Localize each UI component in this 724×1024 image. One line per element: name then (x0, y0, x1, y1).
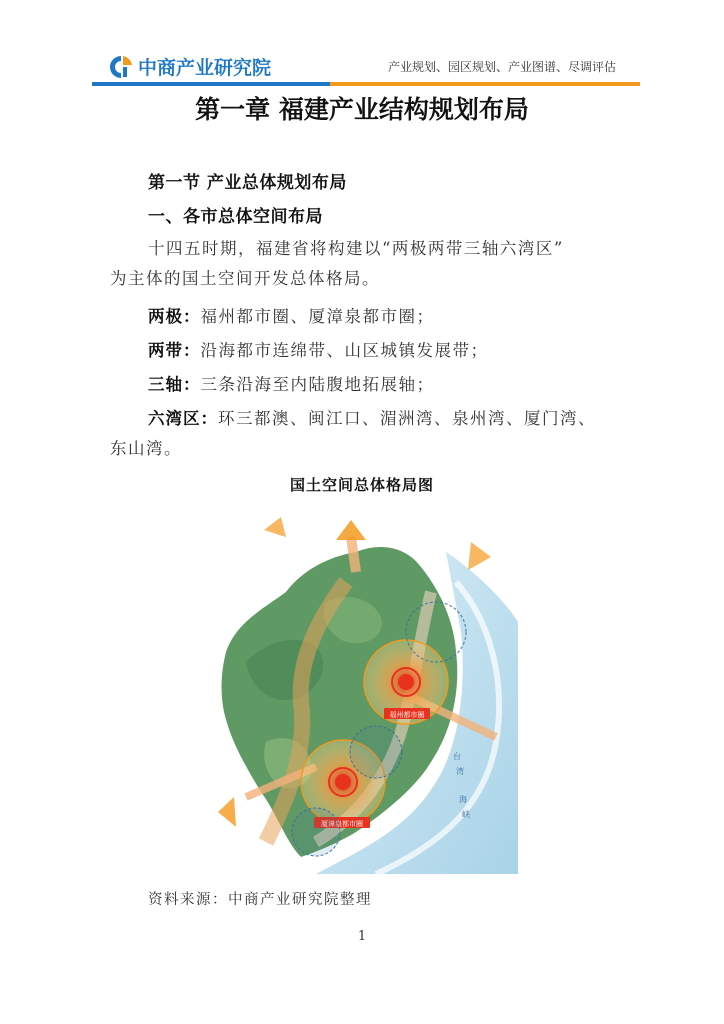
strait-label-1: 台 (453, 752, 461, 761)
page-header (0, 0, 724, 100)
subsection-title: 一、各市总体空间布局 (148, 207, 323, 227)
strait-label-2: 湾 (456, 767, 464, 776)
item-six-bays-cont: 东山湾。 (110, 439, 182, 458)
item-label: 两带： (148, 341, 201, 360)
section-title: 第一节 产业总体规划布局 (148, 173, 347, 193)
header-rule-orange (330, 82, 640, 86)
header-rule-blue (92, 82, 330, 86)
strait-label-3: 海 (459, 795, 467, 804)
page-number: 1 (357, 929, 367, 944)
fuzhou-label: 福州都市圈 (389, 711, 425, 719)
spatial-pattern-map (206, 512, 518, 874)
header-tagline: 产业规划、园区规划、产业图谱、尽调评估 (387, 60, 616, 74)
item-label: 六湾区： (148, 409, 218, 428)
item-text: 三条沿海至内陆腹地拓展轴； (200, 375, 435, 394)
item-two-belts (148, 336, 489, 365)
strait-label-4: 峡 (462, 810, 470, 819)
item-label: 两极： (148, 307, 201, 326)
figure-caption: 国土空间总体格局图 (289, 476, 434, 494)
logo-mark-icon (108, 54, 134, 80)
item-two-poles (148, 302, 435, 331)
chapter-title: 第一章 福建产业结构规划布局 (195, 95, 529, 124)
figure-source: 资料来源：中商产业研究院整理 (148, 892, 372, 908)
intro-line-2: 为主体的国土空间开发总体格局。 (110, 269, 380, 288)
item-six-bays (148, 404, 596, 433)
item-text: 福州都市圈、厦漳泉都市圈； (200, 307, 435, 326)
item-text: 沿海都市连绵带、山区城镇发展带； (200, 341, 489, 360)
company-logo (108, 53, 271, 80)
item-three-axes (148, 370, 435, 399)
logo-text: 中商产业研究院 (138, 57, 272, 79)
item-label: 三轴： (148, 375, 201, 394)
item-text: 环三都澳、闽江口、湄洲湾、泉州湾、厦门湾、 (218, 409, 596, 428)
map-graphic (206, 512, 518, 874)
intro-line-1: 十四五时期，福建省将构建以“两极两带三轴六湾区” (148, 239, 564, 258)
xiamen-label: 厦漳泉都市圈 (321, 820, 363, 828)
